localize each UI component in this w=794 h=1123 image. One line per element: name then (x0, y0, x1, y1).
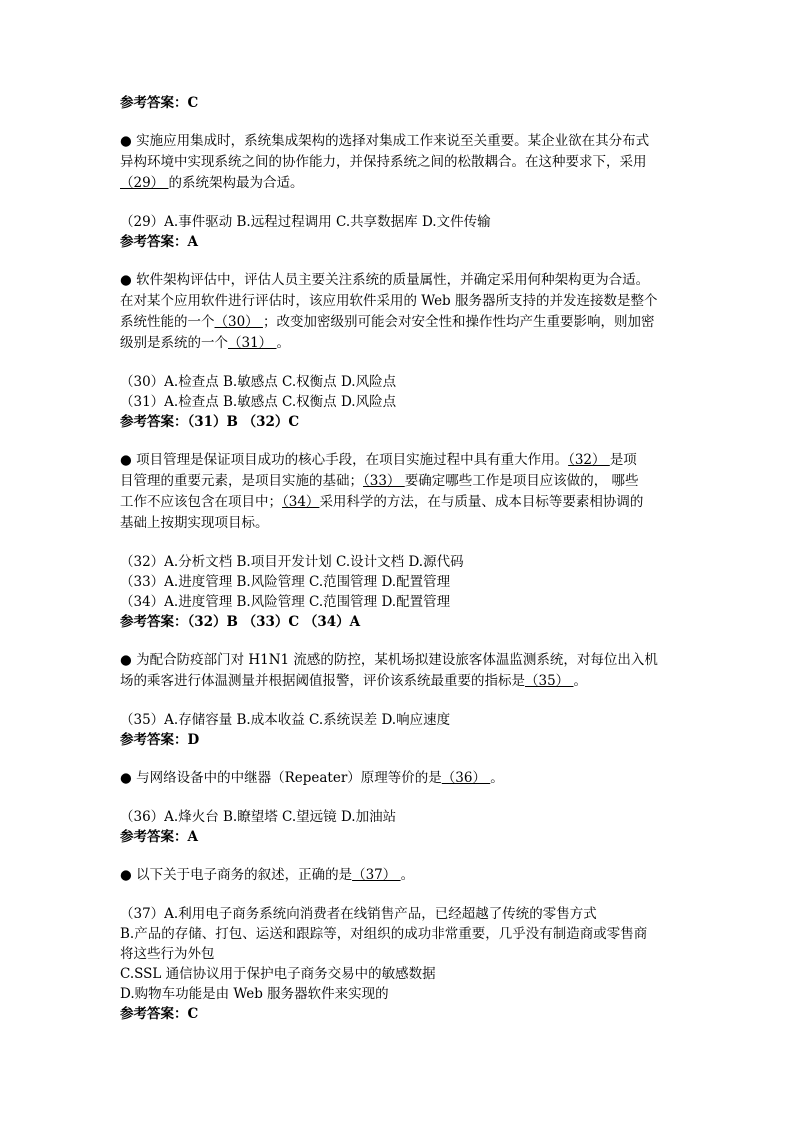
stem-text: 。 (573, 673, 587, 689)
stem-text: ● 与网络设备中的中继器（Repeater）原理等价的是 (120, 770, 442, 786)
option-line: B.产品的存储、打包、运送和跟踪等，对组织的成功非常重要，几乎没有制造商或零售商 (120, 926, 648, 942)
stem-line (120, 333, 680, 354)
question-stem (120, 768, 680, 789)
answer-label: 参考答案： (120, 614, 188, 630)
stem-text: 。 (490, 770, 504, 786)
answer-line (120, 612, 680, 632)
document-page (120, 93, 680, 1024)
stem-text: 基础上按期实现项目标。 (120, 515, 269, 531)
answer-line (120, 232, 680, 252)
stem-text: ● 为配合防疫部门对 H1N1 流感的防控，某机场拟建设旅客体温监测系统，对每位出入机 (120, 652, 658, 668)
stem-text: ● 项目管理是保证项目成功的核心手段，在项目实施过程中具有重大作用。 (120, 452, 569, 468)
answer-blank: （32） (568, 452, 610, 468)
answer-line (120, 827, 680, 847)
answer-value: A (187, 234, 198, 250)
stem-text: 目管理的重要元素，是项目实施的基础； (120, 473, 363, 489)
option-line: 将这些行为外包 (120, 946, 215, 962)
stem-line (120, 312, 680, 333)
stem-text: 级别是系统的一个 (120, 335, 228, 351)
stem-text: 异构环境中实现系统之间的协作能力，并保持系统之间的松散耦合。在这种要求下，采用 (120, 154, 647, 170)
stem-line (120, 492, 680, 513)
stem-line (120, 270, 680, 291)
stem-text: 在对某个应用软件进行评估时，该应用软件采用的 Web 服务器所支持的并发连接数是整个 (120, 293, 658, 309)
option-line: （34）A.进度管理 B.风险管理 C.范围管理 D.配置管理 (120, 594, 451, 610)
answer-line (120, 412, 680, 432)
answer-value: C (187, 1006, 199, 1022)
stem-line (120, 131, 680, 152)
answer-blank: （36） (441, 770, 491, 786)
answer-value: D (187, 732, 200, 748)
stem-line (120, 671, 680, 692)
stem-text: ● 以下关于电子商务的叙述，正确的是 (120, 867, 353, 883)
option-line: （33）A.进度管理 B.风险管理 C.范围管理 D.配置管理 (120, 574, 451, 590)
answer-label: 参考答案： (120, 234, 188, 250)
option-line: C.SSL 通信协议用于保护电子商务交易中的敏感数据 (120, 966, 436, 982)
stem-text: 。 (276, 335, 290, 351)
answer-line (120, 93, 680, 113)
stem-text: 要确定哪些工作是项目应该做的， 哪些 (404, 473, 639, 489)
stem-line (120, 471, 680, 492)
answer-value: A (187, 829, 198, 845)
answer-blank: （29） (120, 175, 169, 191)
options-group (120, 710, 680, 750)
option-line: D.购物车功能是由 Web 服务器软件来实现的 (120, 986, 389, 1002)
stem-line (120, 768, 680, 789)
option-line: （32）A.分析文档 B.项目开发计划 C.设计文档 D.源代码 (120, 554, 464, 570)
answer-label: 参考答案： (120, 829, 188, 845)
answer-blank: （35） (525, 673, 574, 689)
stem-text: ● 软件架构评估中，评估人员主要关注系统的质量属性，并确定采用何种架构更为合适。 (120, 272, 650, 288)
options-group (120, 552, 680, 632)
stem-text: ● 实施应用集成时，系统集成架构的选择对集成工作来说至关重要。某企业欲在其分布式 (120, 133, 650, 149)
stem-line (120, 291, 680, 312)
stem-text: 采用科学的方法，在与质量、成本目标等要素相协调的 (319, 494, 644, 510)
stem-line (120, 152, 680, 173)
question-stem (120, 270, 680, 354)
answer-blank: （37） (352, 867, 401, 883)
answer-blank: （33） (363, 473, 405, 489)
stem-line (120, 450, 680, 471)
stem-text: 的系统架构最为合适。 (168, 175, 304, 191)
answer-blank: （31） (228, 335, 277, 351)
question-stem (120, 131, 680, 194)
stem-text: 工作不应该包含在项目中； (120, 494, 282, 510)
answer-label: 参考答案： (120, 95, 188, 111)
answer-line (120, 1004, 680, 1024)
stem-text: 。 (400, 867, 415, 883)
question-stem (120, 650, 680, 692)
stem-line (120, 650, 680, 671)
stem-line (120, 173, 680, 194)
stem-line (120, 865, 680, 886)
stem-text: ；改变加密级别可能会对安全性和操作性均产生重要影响，则加密 (262, 314, 655, 330)
answer-value: C (187, 95, 199, 111)
stem-text: 是项 (609, 452, 637, 468)
answer-blank: （30） (214, 314, 263, 330)
answer-label: 参考答案： (120, 1006, 188, 1022)
stem-line (120, 513, 680, 534)
answer-group (120, 93, 680, 113)
option-line: （29）A.事件驱动 B.远程过程调用 C.共享数据库 D.文件传输 (120, 214, 491, 230)
option-line: （35）A.存储容量 B.成本收益 C.系统误差 D.响应速度 (120, 712, 451, 728)
stem-text: 场的乘客进行体温测量并根据阈值报警，评价该系统最重要的指标是 (120, 673, 525, 689)
options-group (120, 212, 680, 252)
options-group (120, 807, 680, 847)
options-group (120, 372, 680, 432)
options-group (120, 904, 680, 1024)
answer-line (120, 730, 680, 750)
option-line: （31）A.检查点 B.敏感点 C.权衡点 D.风险点 (120, 394, 397, 410)
option-line: （37）A.利用电子商务系统向消费者在线销售产品，已经超越了传统的零售方式 (120, 906, 597, 922)
answer-label: 参考答案： (120, 414, 188, 430)
stem-text: 系统性能的一个 (120, 314, 215, 330)
option-line: （36）A.烽火台 B.瞭望塔 C.望远镜 D.加油站 (120, 809, 397, 825)
answer-value: （31）B （32）C (187, 414, 300, 430)
question-stem (120, 865, 680, 886)
question-stem (120, 450, 680, 534)
answer-label: 参考答案： (120, 732, 188, 748)
answer-value: （32）B （33）C （34）A (187, 614, 361, 630)
option-line: （30）A.检查点 B.敏感点 C.权衡点 D.风险点 (120, 374, 397, 390)
answer-blank: （34） (282, 494, 320, 510)
